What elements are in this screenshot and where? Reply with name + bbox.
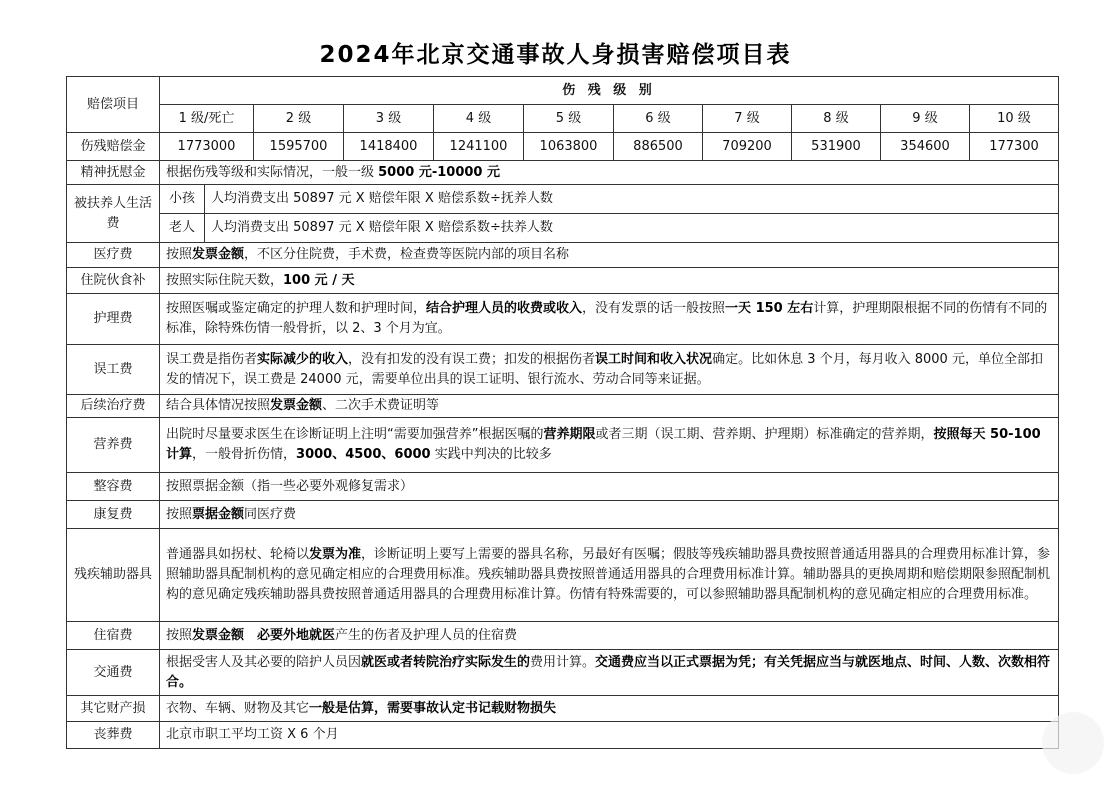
row-label: 营养费 [67, 418, 160, 473]
grade-header: 伤 残 级 别 [160, 77, 1059, 105]
desc-bold: 3000、4500、6000 [296, 447, 431, 462]
desc-bold: 发票金额 [192, 247, 245, 262]
desc-bold: 交通费应当以正式票据为凭；有关凭据应当与就医地点、时间、人数、次数相符合。 [166, 654, 1051, 690]
item-header: 赔偿项目 [67, 77, 160, 133]
desc-bold: 按照每天 50-100 计算 [166, 427, 1041, 462]
table-row [67, 529, 1059, 622]
table-row [67, 395, 1059, 418]
amount-cell: 1418400 [344, 133, 434, 161]
desc-bold: 一般是估算，需要事故认定书记载财物损失 [309, 700, 557, 716]
desc-text: 按照票据金额（指一些必要外观修复需求） [166, 478, 414, 494]
desc-text: 或者三期（误工期、营养期、护理期）标准确定的营养期， [595, 427, 934, 442]
amount-cell: 1773000 [160, 133, 254, 161]
table-row [67, 501, 1059, 529]
row-label: 康复费 [67, 501, 160, 529]
watermark-decoration [1042, 712, 1104, 774]
desc-bold: 误工时间和收入状况 [595, 351, 713, 367]
desc-text: ，不区分住院费，手术费，检查费等医院内部的项目名称 [244, 247, 570, 262]
amount-cell: 177300 [970, 133, 1059, 161]
desc-text: 按照医嘱或鉴定确定的护理人数和护理时间， [166, 301, 427, 316]
desc-text: 费用计算。 [530, 654, 596, 670]
table-row [67, 650, 1059, 696]
desc-bold: 结合护理人员的收费或收入 [426, 301, 583, 316]
grade-cell: 8 级 [792, 105, 881, 133]
desc-text: 确定。比如休息 3 个月，每月收入 8000 元，单位全部扣发的情况下，误工费是 24000 元，需要单位出具的误工证明、银行流水、劳动合同等来证据。 [166, 351, 1043, 387]
grade-cell: 2 级 [254, 105, 344, 133]
desc-bold: 100 元 / 天 [283, 272, 355, 288]
desc-bold: 发票金额 [270, 398, 323, 413]
desc-text: 计算，护理期限根据不同的伤情有不同的标准，除特殊伤情一般骨折，以 2、3 个月为宜。 [166, 301, 1048, 336]
desc-text: 根据伤残等级和实际情况，一般一级 [166, 164, 379, 180]
desc-text: 出院时尽量要求医生在诊断证明上注明“需要加强营养”根据医嘱的 [166, 427, 544, 442]
amount-cell: 1063800 [524, 133, 614, 161]
grade-cell: 5 级 [524, 105, 614, 133]
sub-label: 老人 [160, 214, 205, 243]
table-row [67, 473, 1059, 501]
row-label: 住宿费 [67, 622, 160, 650]
amount-cell: 354600 [881, 133, 970, 161]
row-description [160, 501, 1059, 529]
desc-text: 衣物、车辆、财物及其它 [166, 700, 310, 716]
table-row [67, 418, 1059, 473]
table-row [67, 77, 1059, 105]
row-description [160, 696, 1059, 722]
page-title: 2024年北京交通事故人身损害赔偿项目表 [319, 42, 792, 68]
amount-cell: 709200 [703, 133, 792, 161]
desc-text: 根据受害人及其必要的陪护人员因 [166, 654, 362, 670]
grade-cell: 10 级 [970, 105, 1059, 133]
row-label: 精神抚慰金 [67, 161, 160, 185]
table-row [67, 185, 1059, 214]
row-description [160, 529, 1059, 622]
grade-cell: 3 级 [344, 105, 434, 133]
desc-bold: 就医或者转院治疗实际发生的 [361, 654, 531, 670]
desc-bold: 5000 元-10000 元 [378, 164, 500, 180]
desc-text: ，没有扣发的没有误工费；扣发的根据伤者 [348, 351, 596, 367]
row-label: 医疗费 [67, 243, 160, 268]
grade-cell: 7 级 [703, 105, 792, 133]
table-row [67, 722, 1059, 749]
row-label: 被扶养人生活费 [67, 185, 160, 243]
amount-cell: 531900 [792, 133, 881, 161]
desc-text: 、二次手术费证明等 [322, 398, 440, 413]
grade-cell: 1 级/死亡 [160, 105, 254, 133]
desc-bold: 发票金额 必要外地就医 [192, 627, 336, 643]
desc-text: 按照 [166, 247, 193, 262]
desc-text: 同医疗费 [244, 506, 297, 522]
desc-text: 普通器具如拐杖、轮椅以 [166, 547, 310, 562]
compensation-table [66, 76, 1059, 749]
row-description [160, 650, 1059, 696]
row-label: 残疾辅助器具 [67, 529, 160, 622]
table-row [67, 294, 1059, 345]
desc-text: 按照实际住院天数， [166, 272, 284, 288]
row-description: 人均消费支出 50897 元 X 赔偿年限 X 赔偿系数÷抚养人数 [205, 185, 1059, 214]
desc-text: ，诊断证明上要写上需要的器具名称，另最好有医嘱；假肢等残疾辅助器具费按照普通适用器具的合理费用标准计算，参照辅助器具配制机构的意见确定相应的合理费用标准。残疾辅助器具费按照普通适用器具的合理费用标准计算。辅助器具的更换周期和赔偿期限参照配制机构的意见确定残疾辅助器具费按照普通适用器具的合理费用标准计算。伤情有特殊需要的，可以参照辅助器具配制机构的意见确定相应的合理费用标准。 [166, 547, 1051, 602]
amount-cell: 1595700 [254, 133, 344, 161]
table-row [67, 161, 1059, 185]
desc-text: 按照 [166, 506, 193, 522]
table-row [67, 105, 1059, 133]
row-description [160, 294, 1059, 345]
table-row [67, 268, 1059, 294]
desc-text: 按照 [166, 627, 193, 643]
table-row [67, 243, 1059, 268]
row-description [160, 622, 1059, 650]
row-label: 住院伙食补 [67, 268, 160, 294]
desc-bold: 一天 150 左右 [725, 301, 814, 316]
desc-bold: 营养期限 [543, 427, 596, 442]
row-label: 误工费 [67, 345, 160, 395]
sub-label: 小孩 [160, 185, 205, 214]
row-label: 后续治疗费 [67, 395, 160, 418]
row-label: 其它财产损 [67, 696, 160, 722]
row-description [160, 395, 1059, 418]
amount-cell: 886500 [614, 133, 703, 161]
desc-text: ，一般骨折伤情， [192, 447, 297, 462]
desc-text: 误工费是指伤者 [166, 351, 258, 367]
row-label: 丧葬费 [67, 722, 160, 749]
row-description [160, 345, 1059, 395]
row-label: 整容费 [67, 473, 160, 501]
row-label: 伤残赔偿金 [67, 133, 160, 161]
table-row [67, 696, 1059, 722]
desc-text: ，没有发票的话一般按照 [582, 301, 726, 316]
desc-bold: 票据金额 [192, 506, 245, 522]
table-row [67, 214, 1059, 243]
desc-bold: 发票为准 [309, 547, 362, 562]
row-description: 人均消费支出 50897 元 X 赔偿年限 X 赔偿系数÷扶养人数 [205, 214, 1059, 243]
row-description [160, 268, 1059, 294]
row-label: 护理费 [67, 294, 160, 345]
row-label: 交通费 [67, 650, 160, 696]
desc-text: 结合具体情况按照 [166, 398, 271, 413]
row-description [160, 243, 1059, 268]
desc-bold: 实际减少的收入 [257, 351, 349, 367]
table-row [67, 622, 1059, 650]
row-description [160, 418, 1059, 473]
desc-text: 产生的伤者及护理人员的住宿费 [335, 627, 518, 643]
grade-cell: 6 级 [614, 105, 703, 133]
grade-cell: 9 级 [881, 105, 970, 133]
table-row [67, 133, 1059, 161]
row-description [160, 161, 1059, 185]
table-row [67, 345, 1059, 395]
row-description [160, 473, 1059, 501]
amount-cell: 1241100 [434, 133, 524, 161]
desc-text: 实践中判决的比较多 [430, 447, 552, 462]
row-description [160, 722, 1059, 749]
grade-cell: 4 级 [434, 105, 524, 133]
desc-text: 北京市职工平均工资 X 6 个月 [166, 727, 339, 742]
